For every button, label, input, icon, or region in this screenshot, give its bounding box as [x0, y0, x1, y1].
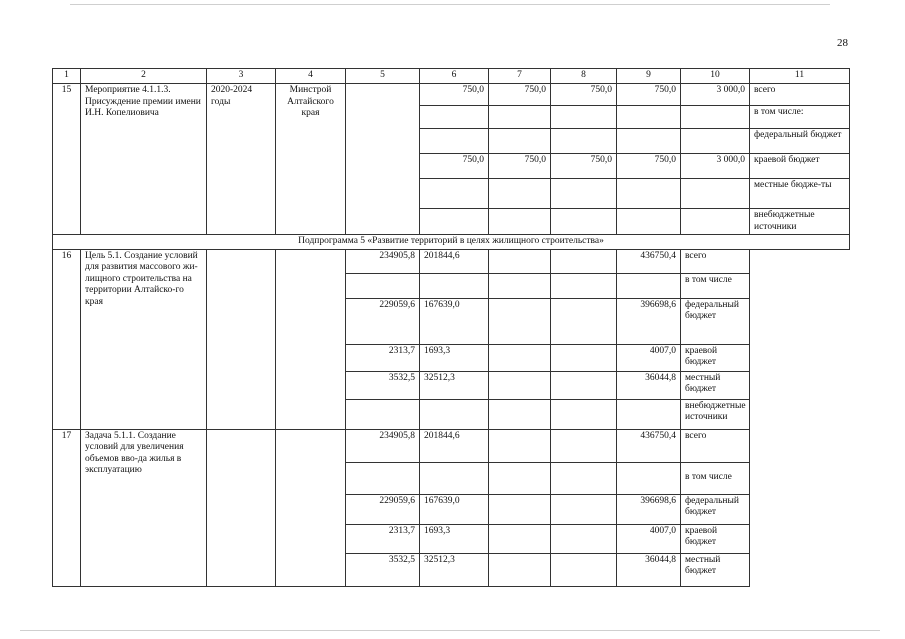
- budget-table: [52, 68, 850, 587]
- scan-artifact-top: [70, 4, 830, 5]
- funding-source: краевой бюджет: [681, 344, 750, 371]
- value-cell: 3 000,0: [681, 84, 750, 106]
- value-cell: 167639,0: [420, 494, 489, 524]
- value-cell: 750,0: [551, 84, 617, 106]
- funding-source: местный бюджет: [681, 553, 750, 586]
- row-number: 15: [53, 84, 81, 235]
- value-cell: 4007,0: [617, 344, 681, 371]
- column-number: 11: [750, 69, 850, 84]
- value-cell: 201844,6: [420, 249, 489, 273]
- empty-cell: [276, 429, 346, 586]
- funding-source: в том числе:: [750, 106, 850, 129]
- funding-source: внебюджетные источники: [681, 399, 750, 429]
- row-number: 16: [53, 249, 81, 429]
- funding-source: внебюджетные источники: [750, 209, 850, 235]
- table-row: [53, 429, 850, 462]
- column-number: 10: [681, 69, 750, 84]
- value-cell: 396698,6: [617, 298, 681, 344]
- value-cell: 750,0: [617, 84, 681, 106]
- value-cell: 1693,3: [420, 344, 489, 371]
- value-cell: 396698,6: [617, 494, 681, 524]
- funding-source: местный бюджет: [681, 371, 750, 399]
- value-cell: 229059,6: [346, 494, 420, 524]
- value-cell: 201844,6: [420, 429, 489, 462]
- funding-source: краевой бюджет: [681, 524, 750, 553]
- value-cell: 36044,8: [617, 371, 681, 399]
- page-number: 28: [837, 37, 848, 49]
- funding-source: краевой бюджет: [750, 154, 850, 179]
- funding-source: всего: [681, 429, 750, 462]
- column-number: 9: [617, 69, 681, 84]
- column-number: 5: [346, 69, 420, 84]
- funding-source: всего: [750, 84, 850, 106]
- column-number: 4: [276, 69, 346, 84]
- column-number-row: [53, 69, 850, 84]
- value-cell: 229059,6: [346, 298, 420, 344]
- scan-artifact-bottom: [20, 630, 880, 631]
- funding-source: в том числе: [681, 462, 750, 494]
- table-row: [53, 84, 850, 106]
- value-cell: 4007,0: [617, 524, 681, 553]
- value-cell: 436750,4: [617, 429, 681, 462]
- value-cell: 32512,3: [420, 553, 489, 586]
- period: 2020-2024 годы: [207, 84, 276, 235]
- column-number: 7: [489, 69, 551, 84]
- value-cell: 234905,8: [346, 429, 420, 462]
- value-cell: 36044,8: [617, 553, 681, 586]
- empty-cell: [207, 429, 276, 586]
- value-cell: 750,0: [489, 84, 551, 106]
- empty-cell: [276, 249, 346, 429]
- funding-source: в том числе: [681, 273, 750, 298]
- activity-name: Мероприятие 4.1.1.3. Присуждение премии имени И.Н. Копелиовича: [81, 84, 207, 235]
- row-number: 17: [53, 429, 81, 586]
- value-cell: 750,0: [551, 154, 617, 179]
- column-number: 8: [551, 69, 617, 84]
- funding-source: федеральный бюджет: [681, 298, 750, 344]
- value-cell: 750,0: [420, 84, 489, 106]
- subprogram-title: Подпрограмма 5 «Развитие территорий в целях жилищного строительства»: [53, 235, 850, 250]
- value-cell: 234905,8: [346, 249, 420, 273]
- subprogram-row: [53, 235, 850, 250]
- funding-source: местные бюдже-ты: [750, 179, 850, 209]
- executor: Минстрой Алтайского края: [276, 84, 346, 235]
- column-number: 2: [81, 69, 207, 84]
- column-number: 1: [53, 69, 81, 84]
- value-cell: 750,0: [420, 154, 489, 179]
- activity-name: Задача 5.1.1. Создание условий для увеличения объемов вво-да жилья в эксплуатацию: [81, 429, 207, 586]
- value-cell: 1693,3: [420, 524, 489, 553]
- value-cell: 3532,5: [346, 371, 420, 399]
- value-cell: 750,0: [617, 154, 681, 179]
- column-number: 3: [207, 69, 276, 84]
- column-number: 6: [420, 69, 489, 84]
- value-cell: 2313,7: [346, 344, 420, 371]
- table-row: [53, 249, 850, 273]
- empty-cell: [346, 84, 420, 235]
- value-cell: 167639,0: [420, 298, 489, 344]
- value-cell: 750,0: [489, 154, 551, 179]
- funding-source: федеральный бюджет: [681, 494, 750, 524]
- empty-cell: [207, 249, 276, 429]
- funding-source: всего: [681, 249, 750, 273]
- value-cell: 2313,7: [346, 524, 420, 553]
- value-cell: 436750,4: [617, 249, 681, 273]
- value-cell: 3532,5: [346, 553, 420, 586]
- value-cell: 3 000,0: [681, 154, 750, 179]
- activity-name: Цель 5.1. Создание условий для развития массового жи-лищного строительства на территории Алтайско-го края: [81, 249, 207, 429]
- funding-source: федеральный бюджет: [750, 129, 850, 154]
- value-cell: 32512,3: [420, 371, 489, 399]
